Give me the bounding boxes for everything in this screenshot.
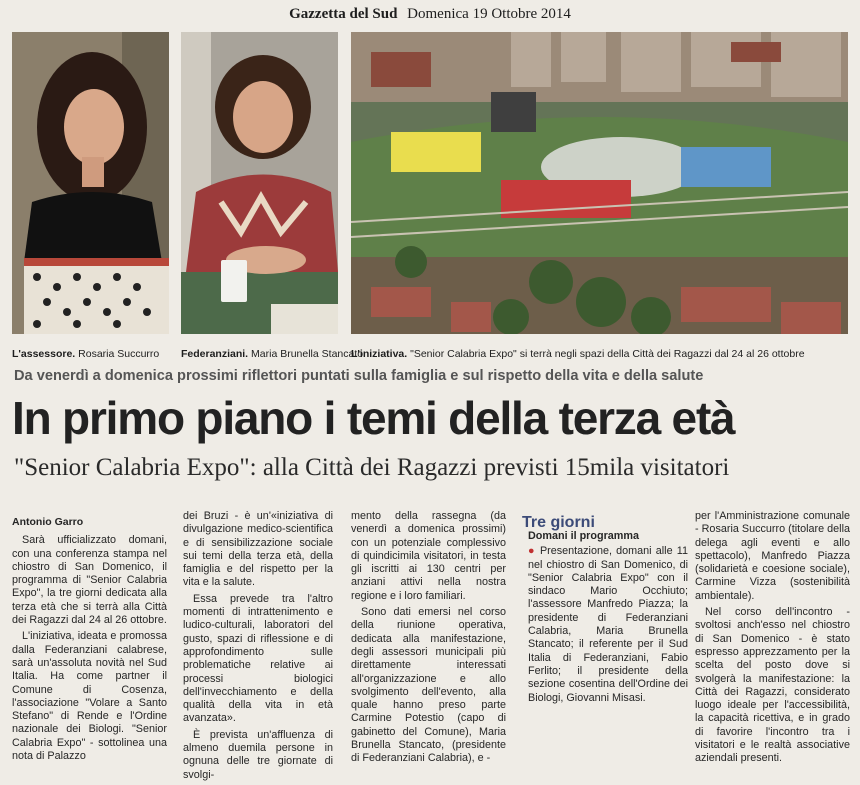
article-column-3: [351, 510, 506, 769]
caption-label: Federanziani.: [181, 348, 249, 360]
caption-label: L'assessore.: [12, 348, 76, 360]
sidebar-box: [528, 530, 688, 708]
article-column-1: [12, 516, 167, 766]
caption-text: Rosaria Succurro: [78, 348, 160, 360]
caption-iniziativa: [351, 348, 805, 360]
paragraph: dei Bruzi - è un'«iniziativa di divulgazione medico-scientifica e di sensibilizzazione sociale sui temi della terza età, della famiglia e del rispetto per la vita e la salute.: [183, 510, 333, 589]
paragraph: Sono dati emersi nel corso della riunione operativa, dedicata alla manifestazione, degli assessori municipali più direttamente interessati all'organizzazione e allo svolgimento dell'evento, alla quale hanno preso parte Carmine Potestio (capo di gabinetto del Comune), Maria Brunella Stancato, (presidente di Federanziani Calabria), e -: [351, 606, 506, 765]
paragraph: L'iniziativa, ideata e promossa dalla Federanziani calabrese, sarà un'assoluta novità nel Sud Italia. Ha come partner il Comune di Cosenza, l'associazione "Volare a Santo Stefano" di Rende e l'Ordine nazionale dei Biologi. "Senior Calabria Expo" - sottolinea una nota di Palazzo: [12, 630, 167, 763]
caption-label: L'iniziativa.: [351, 348, 408, 360]
headline: In primo piano i temi della terza età: [12, 392, 735, 444]
article-column-2: [183, 510, 333, 785]
caption-assessore: [12, 348, 159, 360]
paragraph: mento della rassegna (da venerdì a domenica prossimi) con un potenziale complessivo di quindicimila visitatori, in testa gli iscritti ai 130 centri per anziani attivi nella nostra regione e i loro familiari.: [351, 510, 506, 602]
author-byline: Antonio Garro: [12, 516, 84, 528]
photo-citta-dei-ragazzi: [351, 32, 848, 334]
kicker: Da venerdì a domenica prossimi riflettori puntati sulla famiglia e sul rispetto della vita e della salute: [14, 368, 704, 384]
paragraph: Essa prevede tra l'altro momenti di intrattenimento e ludico-culturali, laboratori del gusto, spazi di riflessione e di approfondimento sulle problematiche relative ai processi biologici dell'invecchiamento e della qualità della vita in età avanzata».: [183, 592, 333, 725]
paragraph: per l'Amministrazione comunale - Rosaria Succurro (titolare della delega agli eventi e allo spettacolo), Manfredo Piazza (solidarietà e coesione sociale), Carmine Vizza (sostenibilità ambientale).: [695, 510, 850, 602]
paragraph: È prevista un'affluenza di almeno duemila persone in ognuna delle tre giornate di svolgi-: [183, 728, 333, 781]
subheadline: "Senior Calabria Expo": alla Città dei Ragazzi previsti 15mila visitatori: [14, 454, 730, 481]
caption-text: Maria Brunella Stancato: [251, 348, 364, 360]
sidebar-box-text: [528, 545, 688, 705]
article-column-5: [695, 510, 850, 769]
bullet-icon: ●: [528, 545, 536, 558]
paragraph: Sarà ufficializzato domani, con una conferenza stampa nel chiostro di San Domenico, il programma di "Senior Calabria Expo", la tre giorni dedicata alla terza età che si terrà alla Città dei Ragazzi dal 24 al 26 ottobre.: [12, 534, 167, 627]
caption-federanziani: [181, 348, 363, 360]
photo-federanziani: [181, 32, 338, 334]
paragraph: Nel corso dell'incontro - svoltosi anch'esso nel chiostro di San Domenico - è stato espresso apprezzamento per la scelta del posto dove si svolgerà la manifestazione: la Città dei Ragazzi, considerato luogo ideale per l'accessibilità, la capacità ricettiva, e in grado di favorire l'incontro tra i visitatori e le realtà associative aziendali presenti.: [695, 606, 850, 765]
masthead: [0, 6, 860, 23]
sidebar-box-body: Presentazione, domani alle 11 nel chiostro di San Domenico, di "Senior Calabria Expo" con il sindaco Mario Occhiuto; l'assessore Manfredo Piazza; la presidente di Federanziani Calabria, Maria Brunella Stancato; il referente per il Sud Italia di Federanziani, Fabio Ferlito; il presidente della sezione cosentina dell'Ordine dei Biologi, Giovanni Misasi.: [528, 545, 688, 704]
sidebar-box-title: Tre giorni: [522, 514, 595, 531]
photo-assessore: [12, 32, 169, 334]
newspaper-name: Gazzetta del Sud: [289, 6, 398, 22]
issue-date: Domenica 19 Ottobre 2014: [407, 6, 571, 22]
caption-text: "Senior Calabria Expo" si terrà negli spazi della Città dei Ragazzi dal 24 al 26 ottobre: [410, 348, 805, 360]
sidebar-box-heading: Domani il programma: [528, 530, 639, 542]
